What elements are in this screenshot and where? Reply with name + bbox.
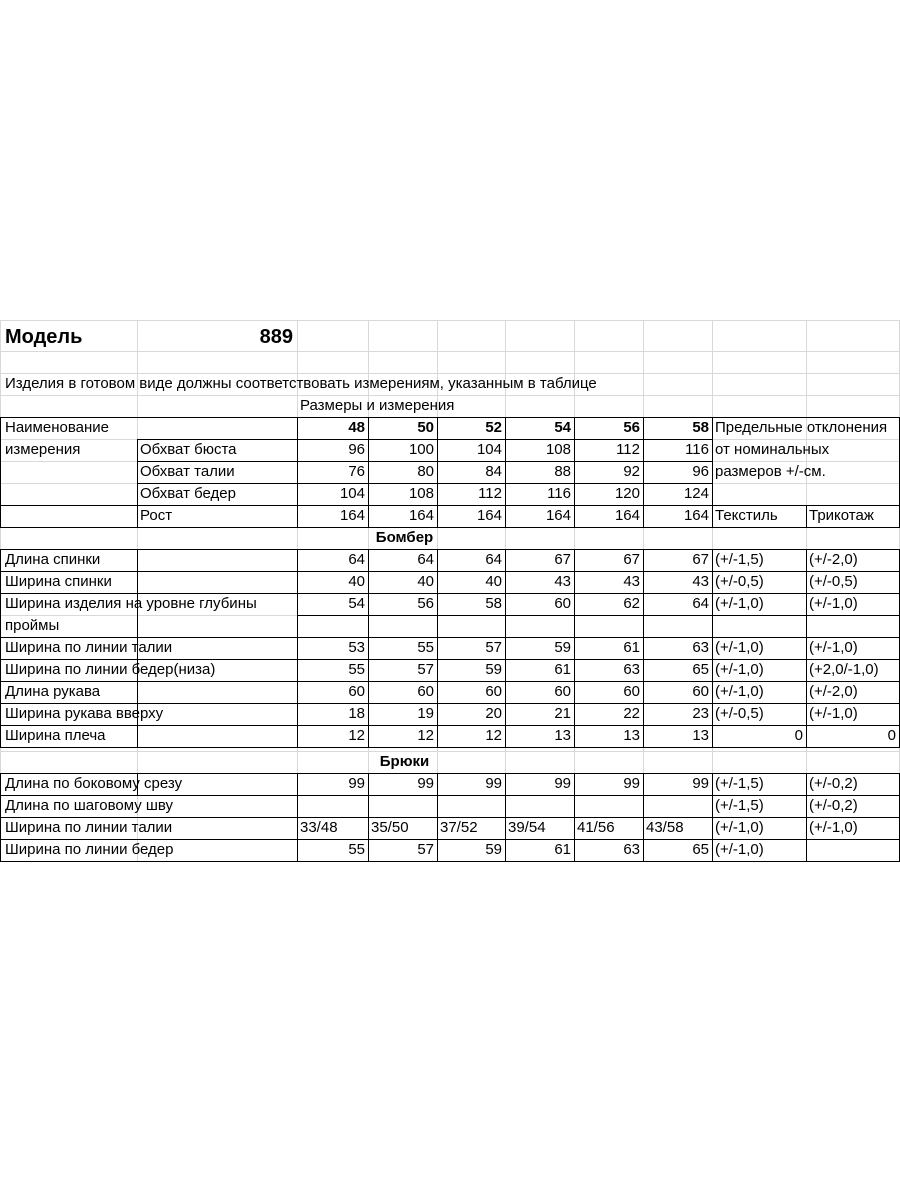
size-header: 48 — [348, 419, 365, 436]
tolerance-textile: (+/-1,5) — [715, 797, 764, 814]
body-measurement-value: 96 — [692, 463, 709, 480]
tolerance-knit: (+/-1,0) — [809, 705, 858, 722]
row-value: 67 — [554, 551, 571, 568]
header-textile: Текстиль — [715, 507, 778, 524]
row-value: 18 — [348, 705, 365, 722]
body-measurement-value: 116 — [685, 441, 709, 458]
row-value: 43 — [554, 573, 571, 590]
body-measurement-value: 164 — [614, 507, 640, 524]
body-measurement-value: 164 — [339, 507, 365, 524]
row-value: 60 — [623, 683, 640, 700]
size-header: 54 — [554, 419, 571, 436]
tolerance-textile: (+/-0,5) — [715, 705, 764, 722]
tolerance-textile: (+/-1,0) — [715, 683, 764, 700]
row-label: Ширина по линии бедер — [5, 841, 174, 858]
row-value: 60 — [692, 683, 709, 700]
header-knit: Трикотаж — [809, 507, 874, 524]
row-value: 53 — [348, 639, 365, 656]
row-value: 63 — [623, 841, 640, 858]
row-value: 61 — [623, 639, 640, 656]
row-value — [439, 795, 502, 817]
row-value: 12 — [485, 727, 502, 744]
row-label: Длина рукава — [5, 683, 101, 700]
tolerance-textile: (+/-1,0) — [715, 595, 764, 612]
row-value: 57 — [485, 639, 502, 656]
body-measurement-value: 108 — [545, 441, 571, 458]
row-value: 40 — [485, 573, 502, 590]
row-value: 55 — [417, 639, 434, 656]
body-measurement-label: Обхват бюста — [140, 441, 237, 458]
row-value: 37/52 — [440, 819, 478, 836]
row-value: 40 — [348, 573, 365, 590]
body-measurement-value: 116 — [547, 485, 571, 502]
tolerance-textile: 0 — [794, 727, 803, 744]
row-value: 39/54 — [508, 819, 546, 836]
body-measurement-value: 112 — [478, 485, 502, 502]
tolerance-knit: (+/-0,5) — [809, 573, 858, 590]
row-value — [576, 615, 640, 637]
body-measurement-value: 76 — [348, 463, 365, 480]
row-value: 57 — [417, 841, 434, 858]
row-value: 57 — [417, 661, 434, 678]
row-label: Длина по шаговому шву — [5, 797, 174, 814]
row-value: 59 — [485, 661, 502, 678]
row-value — [507, 795, 571, 817]
body-measurement-value: 84 — [485, 463, 502, 480]
row-label: Ширина изделия на уровне глубины — [5, 595, 257, 612]
row-value: 41/56 — [577, 819, 615, 836]
tolerance-knit: (+/-1,0) — [809, 819, 858, 836]
row-value: 64 — [348, 551, 365, 568]
body-measurement-value: 164 — [545, 507, 571, 524]
body-measurement-value: 88 — [554, 463, 571, 480]
row-value: 61 — [554, 841, 571, 858]
model-number: 889 — [259, 326, 293, 348]
body-measurement-label: Рост — [140, 507, 173, 524]
body-measurement-value: 104 — [476, 441, 502, 458]
deviation-line3: размеров +/-см. — [715, 463, 826, 480]
row-value: 64 — [417, 551, 434, 568]
row-value: 59 — [554, 639, 571, 656]
body-measurement-value: 104 — [339, 485, 365, 502]
row-value: 20 — [485, 705, 502, 722]
row-value: 60 — [554, 595, 571, 612]
body-measurement-value: 108 — [408, 485, 434, 502]
row-value — [576, 795, 640, 817]
row-value: 12 — [417, 727, 434, 744]
row-label: проймы — [5, 617, 60, 634]
row-value: 22 — [623, 705, 640, 722]
body-measurement-value: 164 — [476, 507, 502, 524]
tolerance-textile: (+/-1,5) — [715, 775, 764, 792]
tolerance-textile: (+/-1,0) — [715, 639, 764, 656]
row-value: 62 — [623, 595, 640, 612]
row-label: Ширина по линии талии — [5, 819, 173, 836]
section-title: Брюки — [379, 753, 430, 770]
body-measurement-value: 80 — [417, 463, 434, 480]
tolerance-knit: (+/-0,2) — [809, 797, 858, 814]
row-value: 63 — [692, 639, 709, 656]
row-value: 13 — [623, 727, 640, 744]
row-value: 99 — [554, 775, 571, 792]
body-measurement-value: 96 — [348, 441, 365, 458]
row-value — [645, 615, 709, 637]
row-value: 12 — [348, 727, 365, 744]
row-value — [439, 615, 502, 637]
row-value: 54 — [348, 595, 365, 612]
row-value: 43 — [623, 573, 640, 590]
row-value: 35/50 — [371, 819, 409, 836]
tolerance-knit: (+/-0,2) — [809, 775, 858, 792]
tolerance-knit: (+/-1,0) — [809, 595, 858, 612]
row-value: 99 — [692, 775, 709, 792]
model-label: Модель — [5, 326, 83, 348]
row-value: 67 — [623, 551, 640, 568]
row-value: 58 — [485, 595, 502, 612]
row-value: 21 — [554, 705, 571, 722]
header-name-line1: Наименование — [5, 419, 109, 436]
header-name-line2: измерения — [5, 441, 81, 458]
row-value: 40 — [417, 573, 434, 590]
tolerance-knit: (+/-2,0) — [809, 551, 858, 568]
tolerance-textile: (+/-1,0) — [715, 841, 764, 858]
row-label: Ширина рукава вверху — [5, 705, 164, 722]
row-value: 60 — [417, 683, 434, 700]
tolerance-knit: 0 — [887, 727, 896, 744]
row-value: 56 — [417, 595, 434, 612]
row-value — [370, 795, 434, 817]
tolerance-knit: (+/-2,0) — [809, 683, 858, 700]
sizes-title: Размеры и измерения — [300, 397, 455, 414]
row-value: 99 — [623, 775, 640, 792]
tolerance-knit: (+2,0/-1,0) — [809, 661, 879, 678]
section-title: Бомбер — [375, 529, 434, 546]
row-value: 33/48 — [300, 819, 338, 836]
tolerance-textile: (+/-0,5) — [715, 573, 764, 590]
row-value: 65 — [692, 661, 709, 678]
size-table — [0, 320, 900, 876]
row-value — [299, 795, 365, 817]
row-value: 64 — [692, 595, 709, 612]
body-measurement-value: 124 — [683, 485, 709, 502]
tolerance-knit: (+/-1,0) — [809, 639, 858, 656]
row-value: 60 — [348, 683, 365, 700]
row-label: Ширина спинки — [5, 573, 112, 590]
row-value: 43/58 — [646, 819, 684, 836]
row-value: 64 — [485, 551, 502, 568]
row-value: 13 — [692, 727, 709, 744]
row-value: 99 — [485, 775, 502, 792]
row-value: 65 — [692, 841, 709, 858]
body-measurement-value: 164 — [683, 507, 709, 524]
body-measurement-value: 112 — [616, 441, 640, 458]
row-value: 43 — [692, 573, 709, 590]
tolerance-textile: (+/-1,0) — [715, 819, 764, 836]
row-value — [507, 615, 571, 637]
row-value: 60 — [554, 683, 571, 700]
size-header: 56 — [623, 419, 640, 436]
row-label: Ширина по линии талии — [5, 639, 173, 656]
row-label: Длина спинки — [5, 551, 101, 568]
deviation-line1: Предельные отклонения — [715, 419, 888, 436]
row-value: 55 — [348, 841, 365, 858]
size-header: 50 — [417, 419, 434, 436]
row-value: 19 — [417, 705, 434, 722]
deviation-line2: от номинальных — [715, 441, 830, 458]
size-header: 52 — [485, 419, 502, 436]
row-value: 99 — [348, 775, 365, 792]
row-label: Ширина по линии бедер(низа) — [5, 661, 216, 678]
row-label: Длина по боковому срезу — [5, 775, 183, 792]
row-value — [370, 615, 434, 637]
tolerance-textile: (+/-1,0) — [715, 661, 764, 678]
row-value: 13 — [554, 727, 571, 744]
row-value: 60 — [485, 683, 502, 700]
table-note: Изделия в готовом виде должны соответствовать измерениям, указанным в таблице — [5, 375, 597, 392]
body-measurement-value: 100 — [408, 441, 434, 458]
row-value: 99 — [417, 775, 434, 792]
row-value: 23 — [692, 705, 709, 722]
row-value: 67 — [692, 551, 709, 568]
row-value: 59 — [485, 841, 502, 858]
row-value: 63 — [623, 661, 640, 678]
body-measurement-label: Обхват талии — [140, 463, 235, 480]
body-measurement-label: Обхват бедер — [140, 485, 236, 502]
body-measurement-value: 164 — [408, 507, 434, 524]
row-label: Ширина плеча — [5, 727, 106, 744]
row-value: 61 — [554, 661, 571, 678]
row-value: 55 — [348, 661, 365, 678]
row-value — [645, 795, 709, 817]
row-value — [299, 615, 365, 637]
body-measurement-value: 92 — [623, 463, 640, 480]
body-measurement-value: 120 — [614, 485, 640, 502]
size-header: 58 — [692, 419, 709, 436]
tolerance-textile: (+/-1,5) — [715, 551, 764, 568]
